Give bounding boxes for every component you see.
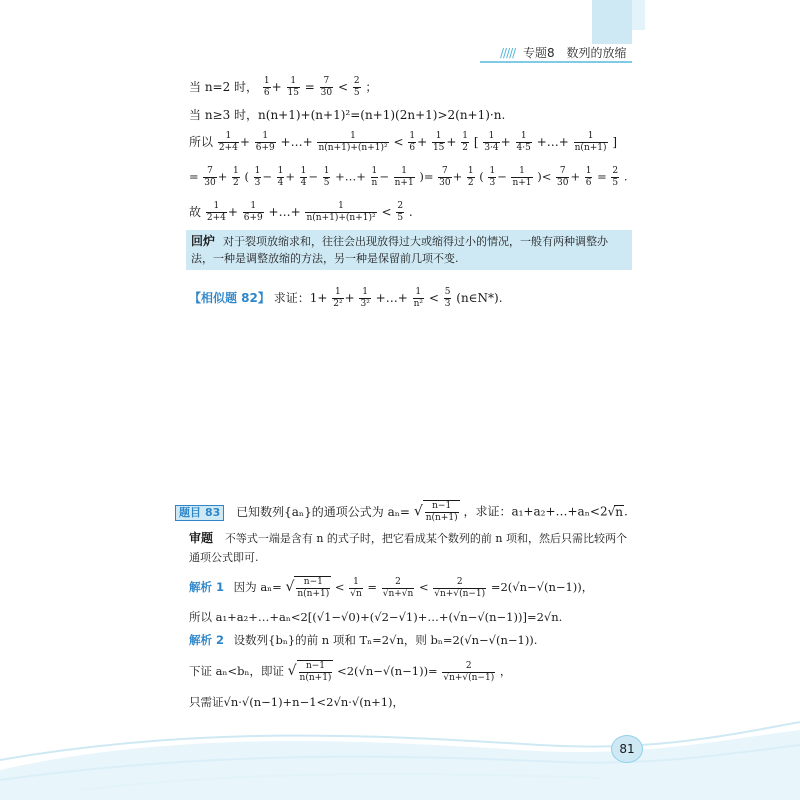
analysis-1-line-1: 解析 1 因为 aₙ= √ $\frac{n-1}{n(n+1)}$ < $\frac{1}{√n}$ = $\frac{2}{√n+√n}$ < $\frac{2}{√n+√(n-1)}$ =2(√n−√(n−1))， xyxy=(189,576,594,599)
fraction: $\frac{1}{3}$ xyxy=(254,166,261,188)
fraction: $\frac{1}{15}$ xyxy=(432,131,445,153)
fraction: $\frac{7}{30}$ xyxy=(556,166,569,188)
fraction: $\frac{7}{30}$ xyxy=(204,166,216,188)
fraction: $\frac{1}{6+9}$ xyxy=(255,131,275,153)
fraction: $\frac{1}{2+4}$ xyxy=(218,131,238,153)
math-line-5: 故 $\frac{1}{2+4}$ + $\frac{1}{6+9}$ +…+ $\frac{1}{\text{n(n+1)+(n+1)²}}$ < $\frac{2}{5}$ . xyxy=(189,201,413,223)
question-statement: 题目 83 已知数列{aₙ}的通项公式为 aₙ= √ $\frac{n-1}{n(n+1)}$ ，求证：a₁+a₂+…+aₙ<2√n. xyxy=(175,500,628,524)
note-tag: 回炉 xyxy=(191,234,216,248)
fraction: $\frac{1}{\text{n(n+1)+(n+1)²}}$ xyxy=(318,131,388,153)
fraction: $\frac{1}{2}$ xyxy=(462,131,468,153)
math-line-2: 当 n≥3 时，n(n+1)+(n+1)²=(n+1)(2n+1)>2(n+1)·n. xyxy=(189,108,506,122)
fraction: $\frac{1}{\text{n(n+1)+(n+1)²}}$ xyxy=(306,201,376,223)
analysis-2-line-1: 解析 2 设数列{bₙ}的前 n 项和 Tₙ=2√n，则 bₙ=2(√n−√(n−1)). xyxy=(189,633,538,647)
fraction: $\frac{1}{15}$ xyxy=(287,76,299,98)
section-label: 专题8 xyxy=(523,46,555,60)
question-tag: 题目 83 xyxy=(175,505,224,521)
analysis-2-line-3: 只需证√n·√(n−1)+n−1<2√n·√(n+1)， xyxy=(189,695,405,709)
fraction: $\frac{1}{6+9}$ xyxy=(243,201,263,223)
fraction: $\frac{n-1}{n(n+1)}$ xyxy=(425,501,458,523)
review-line-2: 通项公式即可. xyxy=(189,551,259,564)
fraction: $\frac{1}{\text{3²}}$ xyxy=(360,287,370,309)
footer-wave-decoration xyxy=(0,700,800,800)
fraction: $\frac{1}{2}$ xyxy=(233,166,239,188)
fraction: $\frac{1}{6}$ xyxy=(585,166,592,188)
review-label: 审题 xyxy=(189,531,214,545)
fraction: $\frac{2}{√n+√(n-1)}$ xyxy=(443,660,495,683)
math-line-4: = $\frac{7}{30}$ + $\frac{1}{2}$ ( $\frac{1}{3}$ − $\frac{1}{4}$ + $\frac{1}{4}$ − $\frac{1}{5}$ +…+ $\frac{1}{n}$ − $\frac{1}{n+1}$ )= $\frac{7}{30}$ + $\frac{1}{2}$ ( $\frac{1}{3}$ − $\frac{1}{n+1}$ )< $\frac{7}{30}$ + $\frac{1}{6}$ = $\frac{2}{5}$ . xyxy=(189,166,628,188)
math-line-3: 所以 $\frac{1}{2+4}$ + $\frac{1}{6+9}$ +…+ $\frac{1}{\text{n(n+1)+(n+1)²}}$ < $\frac{1}{6}$ + $\frac{1}{15}$ + $\frac{1}{2}$ [ $\frac{1}{3\cdot 4}$ + $\frac{1}{4\cdot 5}$ +…+ $\frac{1}{n(n+1)}$ ] xyxy=(189,131,618,153)
similar-problem: 【相似题 82】 求证：1+ $\frac{1}{\text{2²}}$ + $\frac{1}{\text{3²}}$ +…+ $\frac{1}{\text{n²}}$ < $\frac{5}{3}$ (n∈N*). xyxy=(189,287,503,309)
fraction: $\frac{1}{5}$ xyxy=(323,166,330,188)
note-line-2: 法，一种是调整放缩的方法，另一种是保留前几项不变. xyxy=(191,252,459,265)
fraction: $\frac{2}{√n+√n}$ xyxy=(382,576,414,599)
fraction: $\frac{1}{n+1}$ xyxy=(512,166,532,188)
fraction: $\frac{1}{\text{n²}}$ xyxy=(413,287,423,309)
section-title: 数列的放缩 xyxy=(566,46,627,60)
fraction: $\frac{1}{4}$ xyxy=(277,166,284,188)
fraction: $\frac{n-1}{n(n+1)}$ xyxy=(297,577,330,599)
fraction: $\frac{1}{6}$ xyxy=(263,76,270,98)
fraction: $\frac{1}{n+1}$ xyxy=(394,166,414,188)
review-line-1: 审题 不等式一端是含有 n 的式子时，把它看成某个数列的前 n 项和，然后只需比较两个 xyxy=(189,531,627,545)
fraction: $\frac{2}{5}$ xyxy=(353,76,360,98)
line-text: 当 n=2 时， xyxy=(189,80,259,94)
fraction: $\frac{1}{n}$ xyxy=(371,166,378,188)
fraction: $\frac{1}{2+4}$ xyxy=(206,201,226,223)
analysis-1-line-2: 所以 a₁+a₂+…+aₙ<2[(√1−√0)+(√2−√1)+…+(√n−√(n−1))]=2√n. xyxy=(189,610,563,624)
section-header xyxy=(500,44,627,61)
note-line-1 xyxy=(191,233,608,250)
header-decoration-small xyxy=(632,0,645,30)
header-decoration-large xyxy=(592,0,632,44)
fraction: $\frac{1}{n(n+1)}$ xyxy=(574,131,607,153)
fraction: $\frac{1}{4}$ xyxy=(300,166,307,188)
similar-problem-tag: 【相似题 82】 xyxy=(189,291,270,305)
analysis-2-line-2: 下证 aₙ<bₙ，即证 √ $\frac{n-1}{n(n+1)}$ <2(√n−√(n−1))= $\frac{2}{√n+√(n-1)}$ ， xyxy=(189,660,512,683)
header-decoration-icon: ///// xyxy=(500,46,516,60)
fraction: $\frac{1}{3\cdot 4}$ xyxy=(484,131,499,153)
fraction: $\frac{1}{2}$ xyxy=(467,166,474,188)
fraction: $\frac{n-1}{n(n+1)}$ xyxy=(299,661,332,683)
page-number: 81 xyxy=(611,735,643,763)
review-note xyxy=(186,230,632,270)
header-rule xyxy=(480,61,632,63)
fraction: $\frac{5}{3}$ xyxy=(444,287,451,309)
math-line-1: 当 n=2 时， $\frac{1}{6}$ + $\frac{1}{15}$ = $\frac{7}{30}$ < $\frac{2}{5}$ ； xyxy=(189,76,378,98)
fraction: $\frac{7}{30}$ xyxy=(320,76,333,98)
fraction: $\frac{1}{6}$ xyxy=(409,131,416,153)
fraction: $\frac{1}{3}$ xyxy=(489,166,496,188)
fraction: $\frac{2}{5}$ xyxy=(397,201,404,223)
fraction: $\frac{1}{4\cdot 5}$ xyxy=(516,131,531,153)
fraction: $\frac{2}{5}$ xyxy=(612,166,619,188)
analysis-1-label: 解析 1 xyxy=(189,580,225,594)
fraction: $\frac{1}{\text{2²}}$ xyxy=(333,287,343,309)
fraction: $\frac{2}{√n+√(n-1)}$ xyxy=(434,576,486,599)
fraction: $\frac{7}{30}$ xyxy=(439,166,451,188)
note-text: 对于裂项放缩求和，往往会出现放得过大或缩得过小的情况，一般有两种调整办 xyxy=(223,235,609,248)
analysis-2-label: 解析 2 xyxy=(189,633,225,647)
fraction: $\frac{1}{√n}$ xyxy=(350,576,362,599)
